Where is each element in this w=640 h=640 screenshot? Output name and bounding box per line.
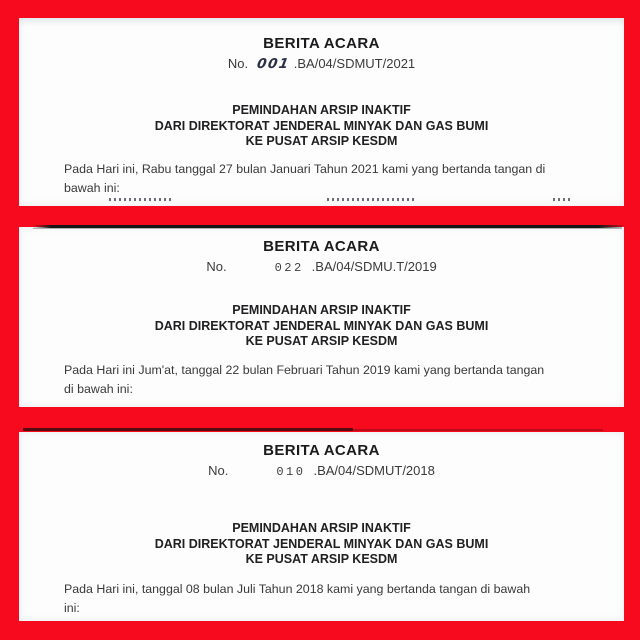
document-berita-acara-2018 [19, 432, 624, 621]
number-suffix: .BA/04/SDMU.T/2019 [311, 259, 437, 274]
subtitle-line: PEMINDAHAN ARSIP INAKTIF [232, 521, 411, 535]
body-line: di bawah ini: [64, 381, 133, 396]
document-subtitle [19, 521, 624, 568]
number-suffix: .BA/04/SDMUT/2018 [313, 463, 435, 478]
document-number-line [19, 55, 624, 73]
subtitle-line: PEMINDAHAN ARSIP INAKTIF [232, 103, 411, 117]
number-value: 022 [274, 261, 304, 275]
subtitle-line: DARI DIREKTORAT JENDERAL MINYAK DAN GAS BUMI [154, 536, 489, 551]
clipped-text-artifact [327, 198, 415, 201]
scan-edge-artifact [353, 429, 603, 431]
document-body-paragraph [19, 580, 624, 618]
subtitle-line: KE PUSAT ARSIP KESDM [245, 334, 398, 348]
document-body-paragraph [19, 160, 624, 198]
document-subtitle [19, 303, 624, 350]
subtitle-line: DARI DIREKTORAT JENDERAL MINYAK DAN GAS BUMI [154, 118, 489, 133]
document-number-line [19, 258, 624, 277]
number-prefix: No. [208, 463, 229, 478]
subtitle-line: PEMINDAHAN ARSIP INAKTIF [232, 303, 411, 317]
document-berita-acara-2019 [19, 227, 624, 407]
number-value-handwritten: 001 [255, 56, 292, 72]
body-line: Pada Hari ini, tanggal 08 bulan Juli Tahun 2018 kami yang bertanda tangan di bawah [64, 581, 531, 596]
subtitle-line: KE PUSAT ARSIP KESDM [245, 552, 398, 566]
scan-edge-artifact [23, 428, 353, 431]
body-line: bawah ini: [64, 180, 120, 195]
number-suffix: .BA/04/SDMUT/2021 [293, 56, 416, 71]
clipped-text-artifact [553, 198, 571, 201]
document-title: BERITA ACARA [263, 35, 380, 52]
number-value: 010 [276, 465, 306, 479]
body-line: Pada Hari ini, Rabu tanggal 27 bulan Januari Tahun 2021 kami yang bertanda tangan di [64, 161, 546, 176]
document-subtitle [19, 103, 624, 150]
document-number-line [19, 462, 624, 481]
scan-edge-artifact [33, 225, 622, 228]
subtitle-line: KE PUSAT ARSIP KESDM [245, 134, 398, 148]
document-title: BERITA ACARA [263, 238, 380, 255]
subtitle-line: DARI DIREKTORAT JENDERAL MINYAK DAN GAS BUMI [154, 318, 489, 333]
number-prefix: No. [206, 259, 227, 274]
document-title: BERITA ACARA [263, 442, 380, 459]
document-berita-acara-2021 [19, 18, 624, 206]
document-body-paragraph [19, 361, 624, 399]
number-prefix: No. [227, 56, 249, 71]
body-line: ini: [64, 600, 80, 615]
body-line: Pada Hari ini Jum'at, tanggal 22 bulan Februari Tahun 2019 kami yang bertanda tangan [64, 362, 545, 377]
clipped-text-artifact [109, 198, 171, 201]
